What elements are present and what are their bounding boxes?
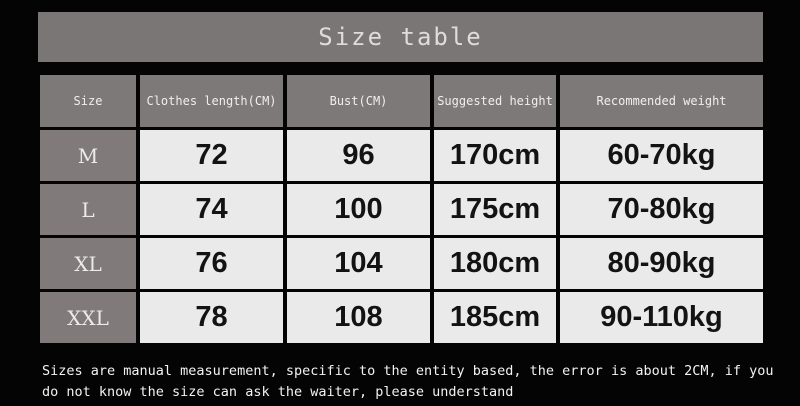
bust-cell: 96: [287, 130, 430, 181]
height-cell: 185cm: [434, 292, 556, 343]
weight-cell: 90-110kg: [560, 292, 763, 343]
bust-cell: 104: [287, 238, 430, 289]
footer-line-2: do not know the size can ask the waiter, please understand: [42, 384, 514, 400]
length-cell: 72: [140, 130, 283, 181]
bust-cell: 108: [287, 292, 430, 343]
weight-cell: 60-70kg: [560, 130, 763, 181]
column-header-bust: Bust(CM): [287, 75, 430, 127]
bust-cell: 100: [287, 184, 430, 235]
footer-note: [42, 361, 774, 403]
weight-cell: 80-90kg: [560, 238, 763, 289]
length-cell: 74: [140, 184, 283, 235]
height-cell: 180cm: [434, 238, 556, 289]
size-cell: M: [40, 130, 136, 181]
size-table: [40, 75, 763, 343]
column-header-height: Suggested height: [434, 75, 556, 127]
weight-cell: 70-80kg: [560, 184, 763, 235]
height-cell: 170cm: [434, 130, 556, 181]
size-cell: XL: [40, 238, 136, 289]
column-header-weight: Recommended weight: [560, 75, 763, 127]
height-cell: 175cm: [434, 184, 556, 235]
column-header-length: Clothes length(CM): [140, 75, 283, 127]
size-cell: L: [40, 184, 136, 235]
column-header-size: Size: [40, 75, 136, 127]
length-cell: 78: [140, 292, 283, 343]
length-cell: 76: [140, 238, 283, 289]
footer-line-1: Sizes are manual measurement, specific to the entity based, the error is about 2CM, if you: [42, 363, 774, 379]
size-cell: XXL: [40, 292, 136, 343]
title-banner: [38, 12, 763, 62]
page-title: Size table: [318, 23, 483, 51]
